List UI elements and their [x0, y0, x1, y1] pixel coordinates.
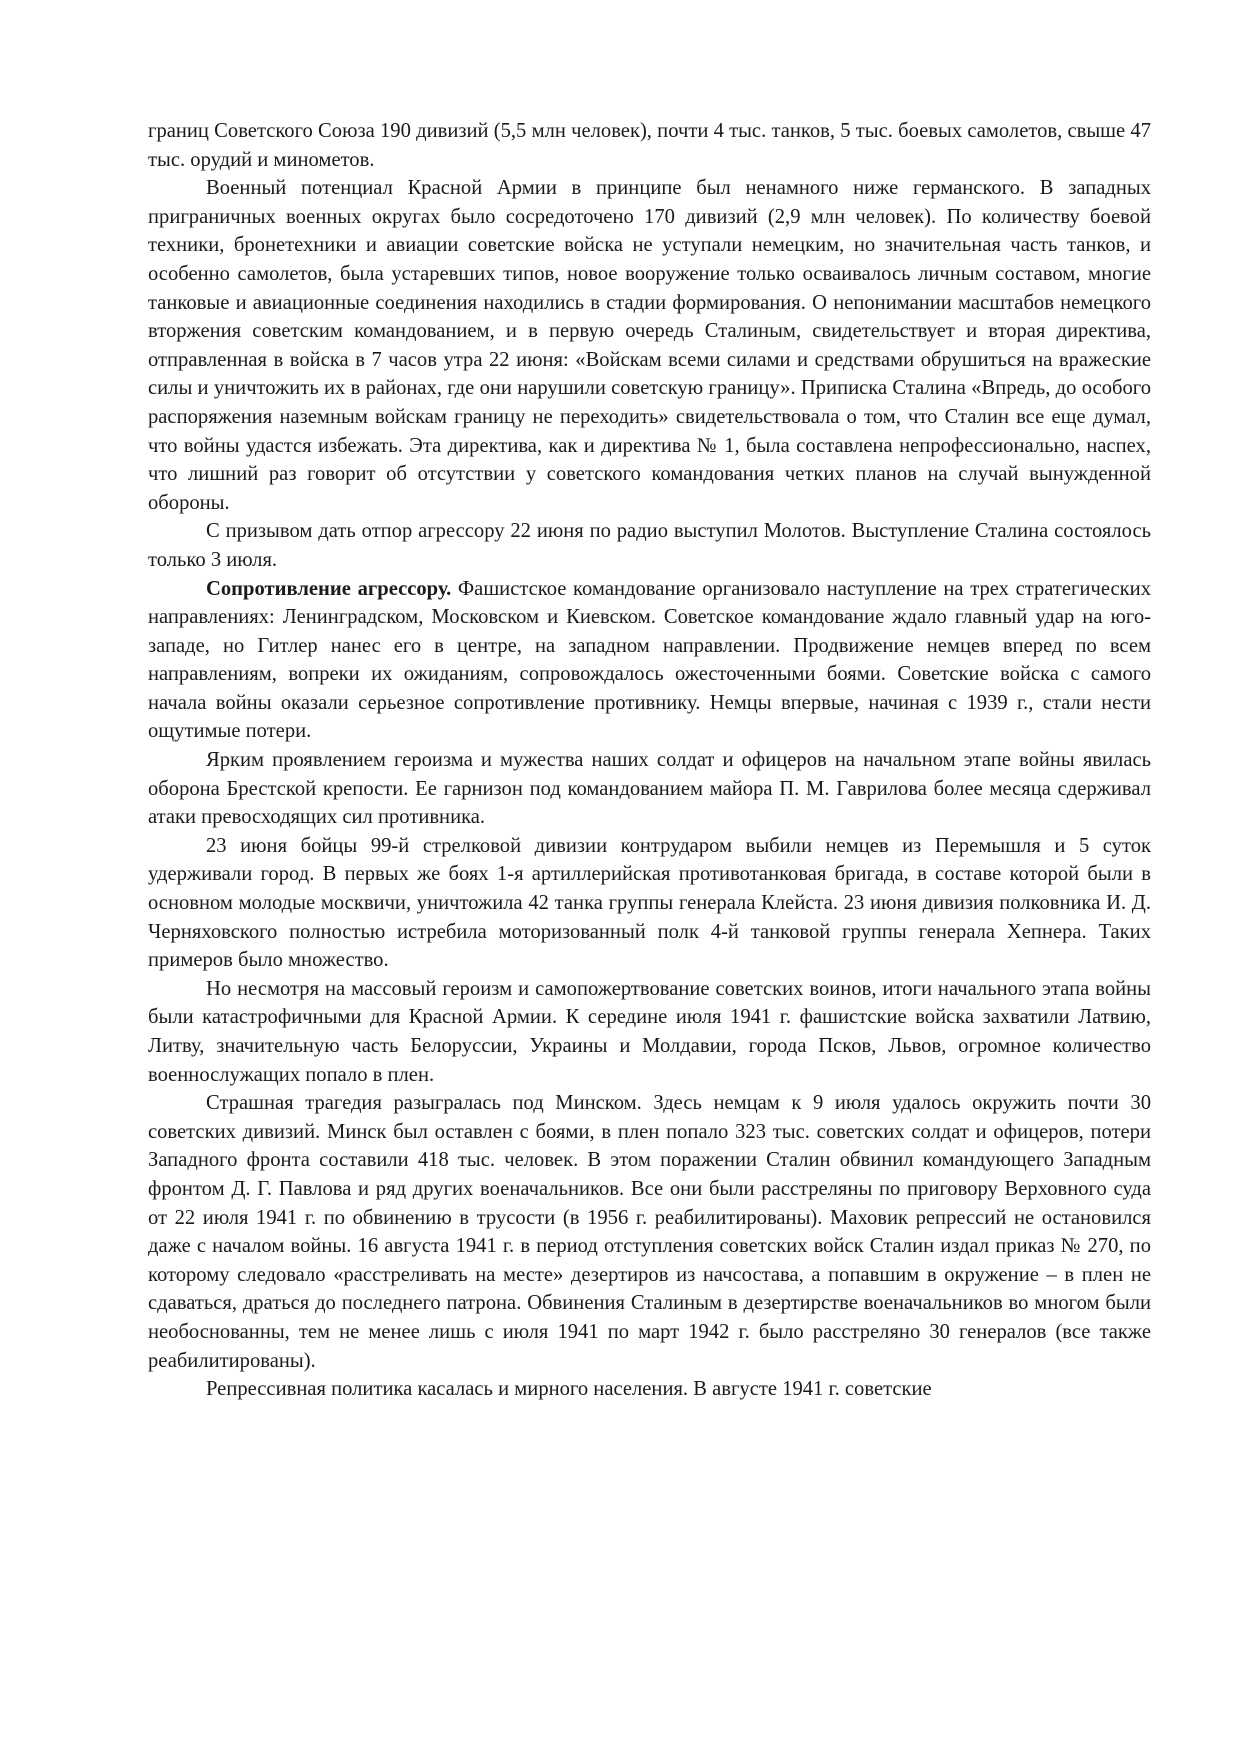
paragraph-4-text: Фашистское командование организовало наступление на трех стратегических направлениях: Ленинградском, Московском и Киевском. Советское командование ждало главный удар на юго-западе, но Гитлер нанес его в центре, на западном направлении. Продвижение немцев вперед по всем направлениям, вопреки их ожиданиям, сопровождалось ожесточенными боями. Советские войска с самого начала войны оказали серьезное сопротивление противнику. Немцы впервые, начиная с 1939 г., стали нести ощутимые потери. [148, 577, 1151, 743]
paragraph-2 [148, 174, 1151, 517]
paragraph-8-text: Страшная трагедия разыгралась под Минском. Здесь немцам к 9 июля удалось окружить почти 30 советских дивизий. Минск был оставлен с боями, в плен попало 323 тыс. советских солдат и офицеров, потери Западного фронта составили 418 тыс. человек. В этом поражении Сталин обвинил командующего Западным фронтом Д. Г. Павлова и ряд других военачальников. Все они были расстреляны по приговору Верховного суда от 22 июля 1941 г. по обвинению в трусости (в 1956 г. реабилитированы). Маховик репрессий не остановился даже с началом войны. 16 августа 1941 г. в период отступления советских войск Сталин издал приказ № 270, по которому следовало «расстреливать на месте» дезертиров из начсостава, а попавшим в окружение – в плен не сдаваться, драться до последнего патрона. Обвинения Сталиным в дезертирстве военачальников во многом были необоснованны, тем не менее лишь с июля 1941 по март 1942 г. было расстреляно 30 генералов (все также реабилитированы). [148, 1092, 1151, 1372]
section-heading: Сопротивление агрессору. [206, 577, 452, 600]
document-body [148, 117, 1151, 1404]
paragraph-3-text: С призывом дать отпор агрессору 22 июня по радио выступил Молотов. Выступление Сталина состоялось только 3 июля. [148, 520, 1151, 571]
paragraph-6 [148, 832, 1151, 975]
paragraph-1 [148, 117, 1151, 174]
paragraph-7-text: Но несмотря на массовый героизм и самопожертвование советских воинов, итоги начального этапа войны были катастрофичными для Красной Армии. К середине июля 1941 г. фашистские войска захватили Латвию, Литву, значительную часть Белоруссии, Украины и Молдавии, города Псков, Львов, огромное количество военнослужащих попало в плен. [148, 977, 1151, 1086]
paragraph-5 [148, 746, 1151, 832]
paragraph-9 [148, 1375, 1151, 1404]
paragraph-3 [148, 517, 1151, 574]
paragraph-6-text: 23 июня бойцы 99-й стрелковой дивизии контрударом выбили немцев из Перемышля и 5 суток удерживали город. В первых же боях 1-я артиллерийская противотанковая бригада, в составе которой были в основном молодые москвичи, уничтожила 42 танка группы генерала Клейста. 23 июня дивизия полковника И. Д. Черняховского полностью истребила моторизованный полк 4-й танковой группы генерала Хепнера. Таких примеров было множество. [148, 834, 1151, 972]
paragraph-7 [148, 975, 1151, 1089]
paragraph-4 [148, 575, 1151, 747]
paragraph-2-text: Военный потенциал Красной Армии в принципе был ненамного ниже германского. В западных приграничных военных округах было сосредоточено 170 дивизий (2,9 млн человек). По количеству боевой техники, бронетехники и авиации советские войска не уступали немецким, но значительная часть танков, и особенно самолетов, была устаревших типов, новое вооружение только осваивалось личным составом, многие танковые и авиационные соединения находились в стадии формирования. О непонимании масштабов немецкого вторжения советским командованием, и в первую очередь Сталиным, свидетельствует и вторая директива, отправленная в войска в 7 часов утра 22 июня: «Войскам всеми силами и средствами обрушиться на вражеские силы и уничтожить их в районах, где они нарушили советскую границу». Приписка Сталина «Впредь, до особого распоряжения наземным войскам границу не переходить» свидетельствовала о том, что Сталин все еще думал, что войны удастся избежать. Эта директива, как и директива № 1, была составлена непрофессионально, наспех, что лишний раз говорит об отсутствии у советского командования четких планов на случай вынужденной обороны. [148, 177, 1151, 514]
paragraph-1-text: границ Советского Союза 190 дивизий (5,5 млн человек), почти 4 тыс. танков, 5 тыс. боевых самолетов, свыше 47 тыс. орудий и минометов. [148, 120, 1151, 171]
paragraph-9-text: Репрессивная политика касалась и мирного населения. В августе 1941 г. советские [206, 1378, 932, 1401]
paragraph-5-text: Ярким проявлением героизма и мужества наших солдат и офицеров на начальном этапе войны явилась оборона Брестской крепости. Ее гарнизон под командованием майора П. М. Гаврилова более месяца сдерживал атаки превосходящих сил противника. [148, 749, 1151, 829]
paragraph-8 [148, 1089, 1151, 1375]
